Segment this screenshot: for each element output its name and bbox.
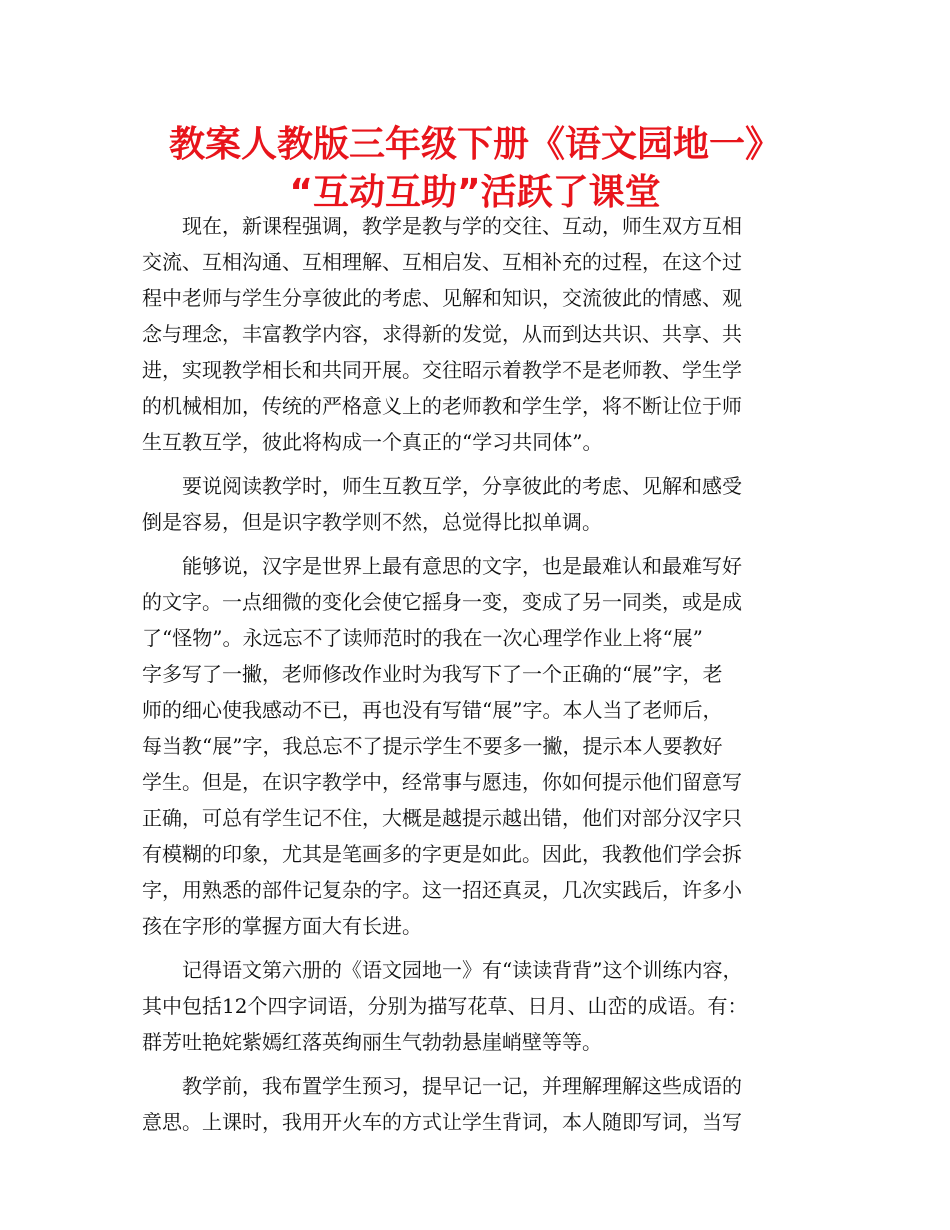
document-title-line-1: 教案人教版三年级下册《语文园地一》 — [168, 124, 781, 165]
text-line: 现在，新课程强调，教学是教与学的交往、互动，师生双方互相 — [182, 214, 742, 238]
text-line: 教学前，我布置学生预习，提早记一记，并理解理解这些成语的 — [182, 1074, 742, 1098]
text-line: 孩在字形的掌握方面大有长进。 — [142, 914, 422, 938]
document-title-line-2: “互动互助”活跃了课堂 — [289, 172, 661, 213]
text-line: 其中包括12个四字词语，分别为描写花草、日月、山峦的成语。有： — [142, 994, 748, 1018]
document-body — [142, 208, 814, 1148]
text-line: 进，实现教学相长和共同开展。交往昭示着教学不是老师教、学生学 — [142, 358, 742, 382]
text-line: 有模糊的印象，尤其是笔画多的字更是如此。因此，我教他们学会拆 — [142, 842, 742, 866]
text-line: 群芳吐艳姹紫嫣红落英绚丽生气勃勃悬崖峭壁等等。 — [142, 1030, 602, 1054]
text-line: 程中老师与学生分享彼此的考虑、见解和知识，交流彼此的情感、观 — [142, 286, 742, 310]
text-line: 意思。上课时，我用开火车的方式让学生背词，本人随即写词，当写 — [142, 1110, 742, 1134]
text-line: 交流、互相沟通、互相理解、互相启发、互相补充的过程，在这个过 — [142, 250, 742, 274]
paragraph — [142, 548, 814, 944]
text-line: 的机械相加，传统的严格意义上的老师教和学生学，将不断让位于师 — [142, 394, 742, 418]
text-line: 师的细心使我感动不已，再也没有写错“展”字。本人当了老师后， — [142, 698, 723, 722]
text-line: 字，用熟悉的部件记复杂的字。这一招还真灵，几次实践后，许多小 — [142, 878, 742, 902]
text-line: 能够说，汉字是世界上最有意思的文字，也是最难认和最难写好 — [182, 554, 742, 578]
text-line: 每当教“展”字，我总忘不了提示学生不要多一撇，提示本人要教好 — [142, 734, 723, 758]
paragraph — [142, 208, 814, 460]
paragraph — [142, 952, 814, 1060]
paragraph — [142, 1068, 814, 1140]
text-line: 字多写了一撇，老师修改作业时为我写下了一个正确的“展”字，老 — [142, 662, 723, 686]
text-line: 生互教互学，彼此将构成一个真正的“学习共同体”。 — [142, 430, 603, 454]
text-line: 念与理念，丰富教学内容，求得新的发觉，从而到达共识、共享、共 — [142, 322, 742, 346]
text-line: 的文字。一点细微的变化会使它摇身一变，变成了另一同类，或是成 — [142, 590, 742, 614]
paragraph — [142, 468, 814, 540]
text-line: 正确，可总有学生记不住，大概是越提示越出错，他们对部分汉字只 — [142, 806, 742, 830]
text-line: 记得语文第六册的《语文园地一》有“读读背背”这个训练内容， — [182, 958, 743, 982]
text-line: 要说阅读教学时，师生互教互学，分享彼此的考虑、见解和感受 — [182, 474, 742, 498]
text-line: 倒是容易，但是识字教学则不然，总觉得比拟单调。 — [142, 510, 602, 534]
text-line: 学生。但是，在识字教学中，经常事与愿违，你如何提示他们留意写 — [142, 770, 742, 794]
text-line: 了“怪物”。永远忘不了读师范时的我在一次心理学作业上将“展” — [142, 626, 703, 650]
